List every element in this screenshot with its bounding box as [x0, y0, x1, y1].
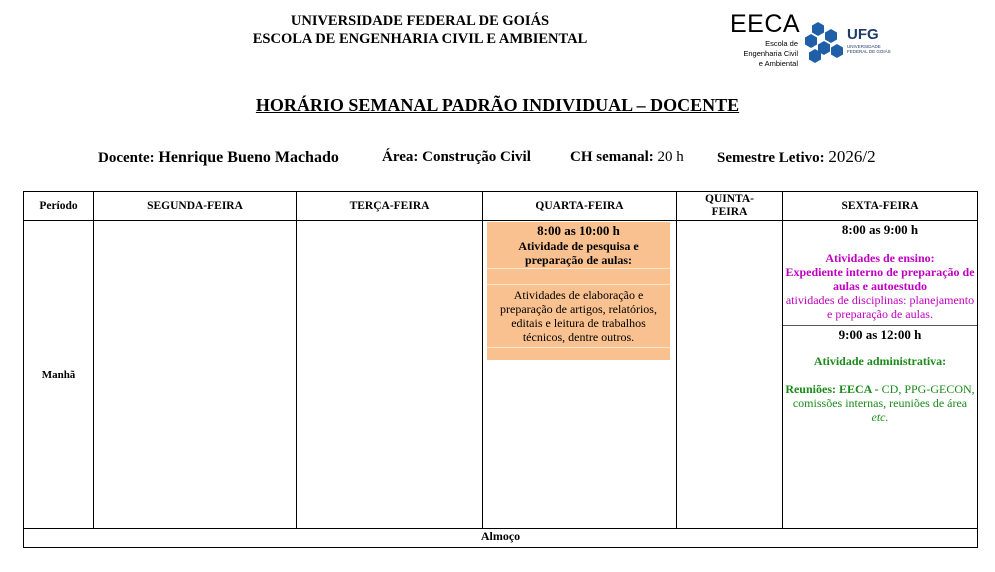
quarta-activity-block — [487, 222, 670, 360]
header-periodo: Período — [24, 192, 94, 221]
ufg-logo-text: UFG — [847, 26, 879, 43]
sexta-meetings-text: CD, PPG-GECON, comissões internas, reuniões de área — [792, 382, 975, 410]
sexta-time-1: 8:00 as 9:00 h — [841, 222, 919, 237]
cell-sexta-morning — [783, 221, 978, 529]
cell-terca-morning — [297, 221, 483, 529]
cell-quarta-morning — [483, 221, 677, 529]
header-terca: TERÇA-FEIRA — [297, 192, 483, 221]
sexta-teaching-detail: Expediente interno de preparação de aulas e autoestudo — [785, 265, 975, 293]
eeca-logo-text: EECA — [730, 10, 801, 38]
sexta-meetings-etc: etc. — [871, 410, 889, 424]
ufg-logo-subtitle: UNIVERSIDADE FEDERAL DE GOIÁS — [847, 44, 891, 54]
ch-label: CH semanal: — [570, 149, 654, 165]
sexta-teaching-block — [783, 221, 977, 326]
university-name: UNIVERSIDADE FEDERAL DE GOIÁS — [290, 13, 550, 29]
header-quinta: QUINTA- FEIRA — [677, 192, 783, 221]
eeca-logo-subtitle: Escola de Engenharia Civil e Ambiental — [743, 39, 798, 68]
ufg-hexagon-logo-icon — [804, 20, 846, 64]
quarta-activity-description: Atividades de elaboração e preparação de artigos, relatórios, editais e leitura de trabalhos técnicos, dentre outros. — [487, 284, 670, 347]
header-segunda: SEGUNDA-FEIRA — [94, 192, 297, 221]
semestre-info — [717, 147, 876, 167]
cell-segunda-morning — [94, 221, 297, 529]
institution-logos — [728, 10, 898, 70]
sexta-admin-label: Atividade administrativa: — [813, 354, 947, 368]
sexta-meetings-label: Reuniões: EECA - — [785, 382, 879, 396]
sexta-time-2: 9:00 as 12:00 h — [838, 327, 922, 342]
header-quarta: QUARTA-FEIRA — [483, 192, 677, 221]
area-value: Construção Civil — [422, 149, 531, 165]
docente-value: Henrique Bueno Machado — [158, 149, 339, 166]
lunch-row — [24, 529, 978, 548]
docente-info — [98, 149, 339, 167]
header-sexta: SEXTA-FEIRA — [783, 192, 978, 221]
quarta-time: 8:00 as 10:00 h — [537, 223, 620, 238]
area-label: Área: — [382, 149, 419, 165]
ch-info — [570, 149, 684, 166]
semestre-value: 2026/2 — [828, 147, 876, 166]
semestre-label: Semestre Letivo: — [717, 150, 825, 166]
morning-row — [24, 221, 978, 529]
ch-value: 20 h — [657, 149, 684, 165]
schedule-table — [23, 191, 978, 548]
school-name: ESCOLA DE ENGENHARIA CIVIL E AMBIENTAL — [252, 31, 588, 47]
page-title: HORÁRIO SEMANAL PADRÃO INDIVIDUAL – DOCENTE — [255, 95, 740, 115]
period-morning: Manhã — [24, 221, 94, 529]
sexta-admin-block — [783, 326, 977, 424]
header-row — [24, 192, 978, 221]
cell-quinta-morning — [677, 221, 783, 529]
sexta-teaching-label: Atividades de ensino: — [825, 251, 935, 265]
docente-label: Docente: — [98, 150, 155, 166]
quarta-activity-title: Atividade de pesquisa e preparação de aulas: — [518, 239, 639, 267]
sexta-teaching-description: atividades de disciplinas: planejamento e preparação de aulas. — [785, 293, 975, 321]
lunch-label: Almoço — [24, 529, 978, 548]
sexta-admin-description — [783, 382, 977, 424]
area-info — [382, 149, 531, 166]
